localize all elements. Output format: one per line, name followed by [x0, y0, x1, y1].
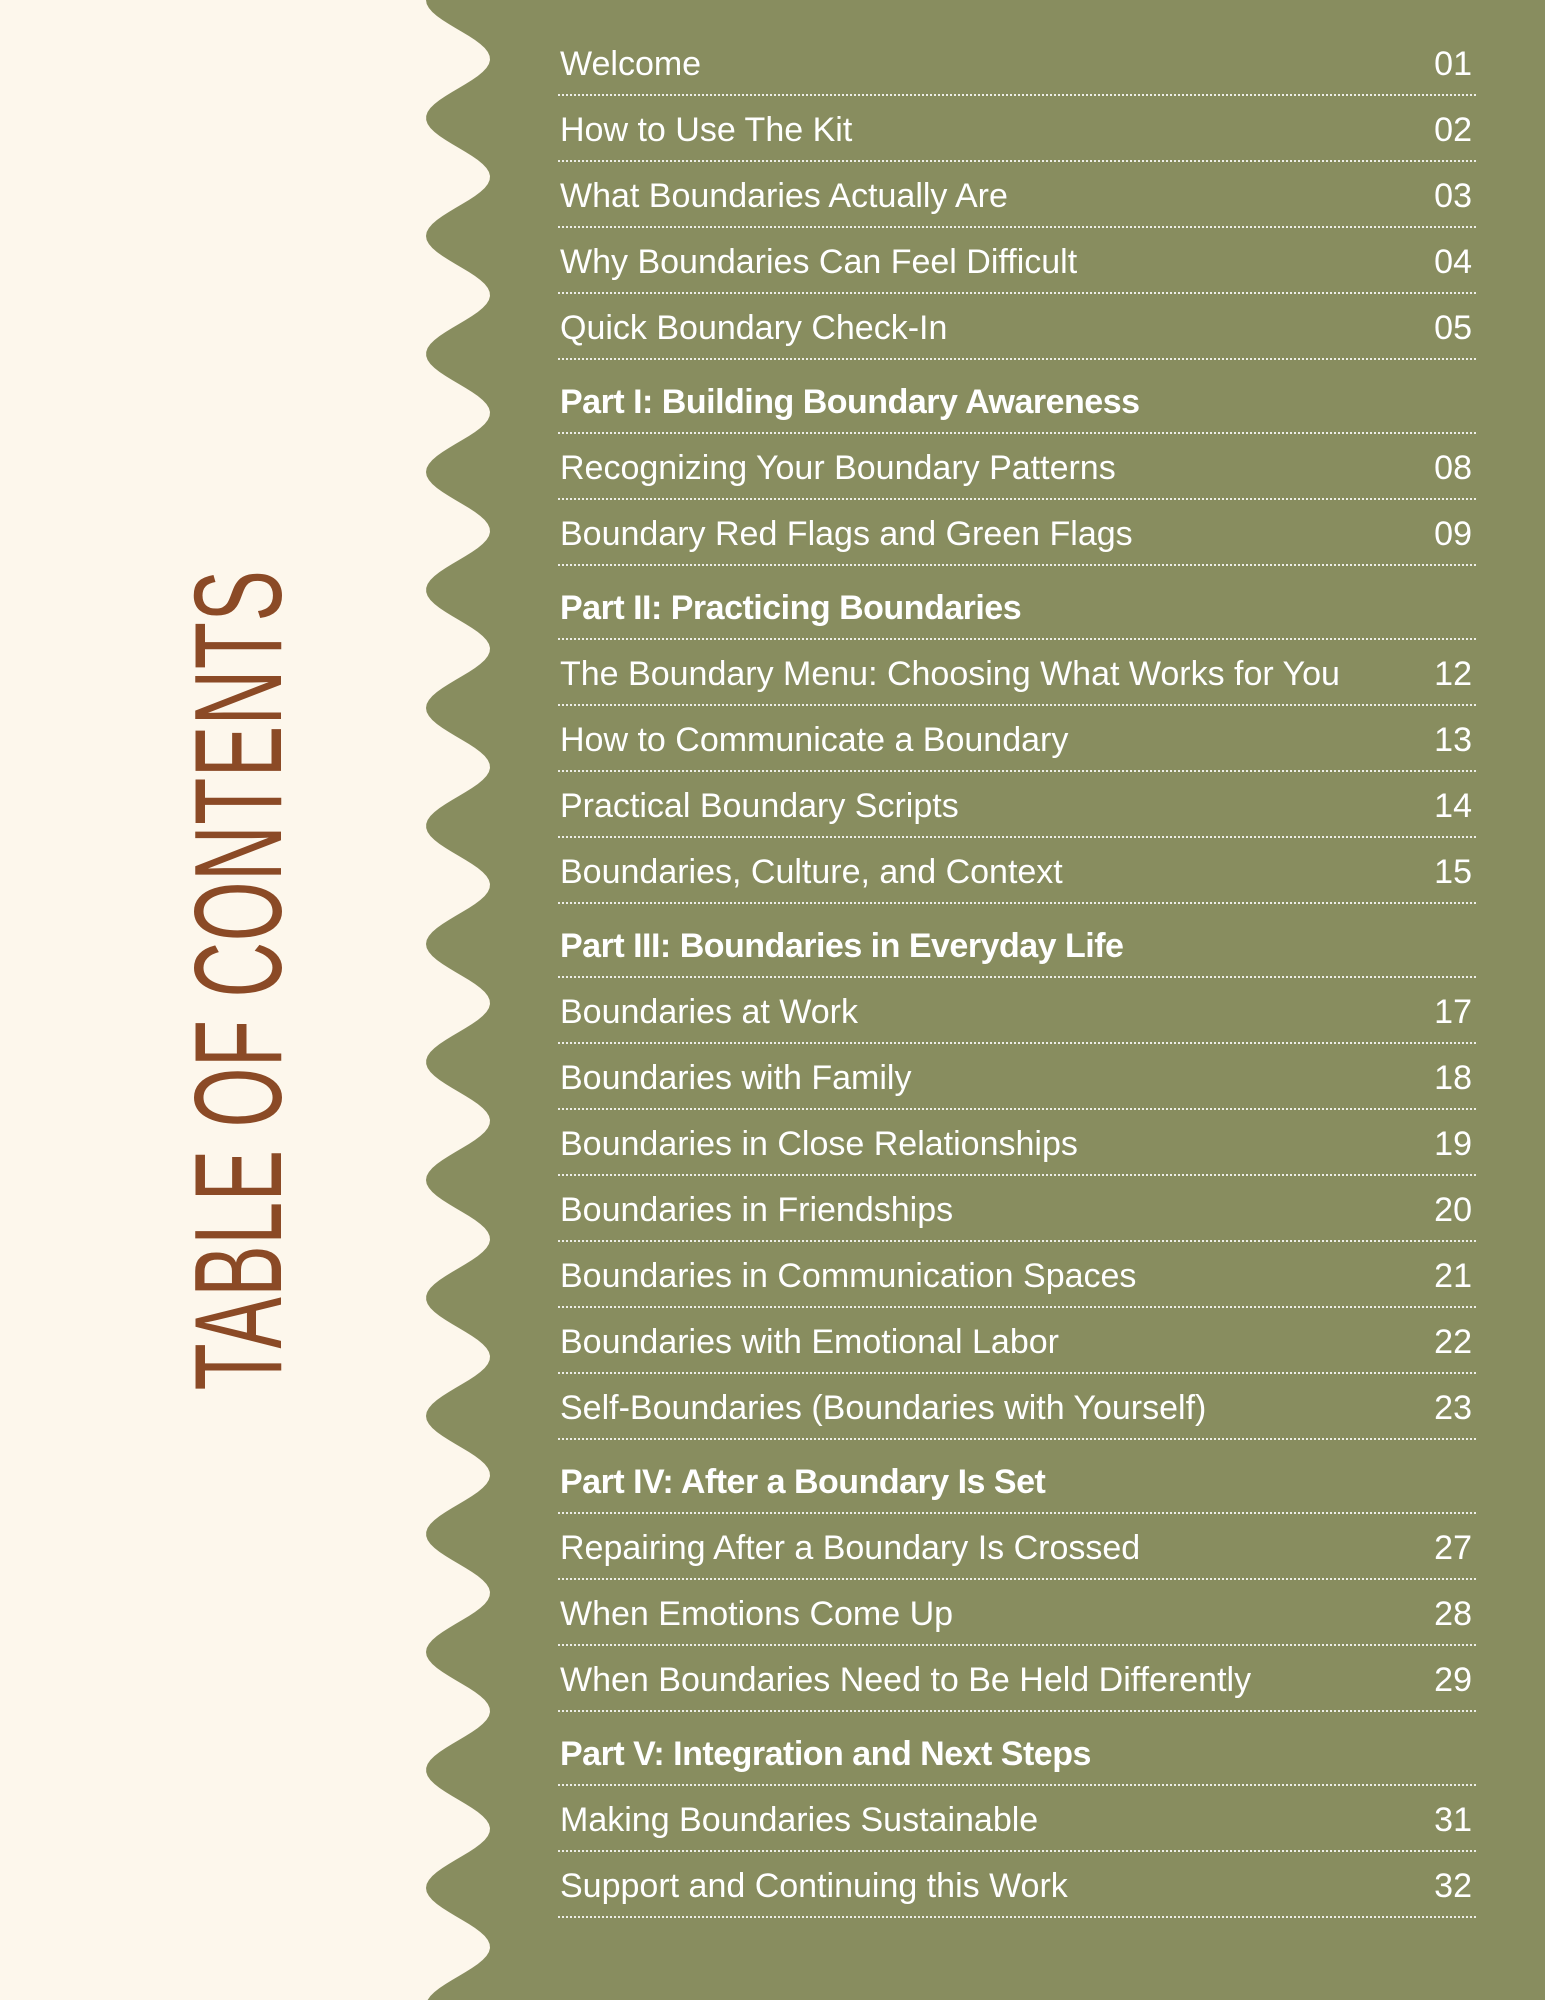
toc-page-number: 01: [1434, 45, 1472, 83]
toc-page-number: 31: [1434, 1801, 1472, 1839]
toc-part-heading[interactable]: [558, 566, 1476, 640]
toc-entry-title: Boundaries at Work: [560, 993, 858, 1031]
toc-part-title: Part II: Practicing Boundaries: [560, 589, 1022, 627]
toc-part-title: Part IV: After a Boundary Is Set: [560, 1463, 1046, 1501]
toc-entry[interactable]: [558, 294, 1476, 360]
toc-page-number: 13: [1434, 721, 1472, 759]
toc-part-heading[interactable]: [558, 1440, 1476, 1514]
toc-entry[interactable]: [558, 1852, 1476, 1918]
toc-page-number: 09: [1434, 515, 1472, 553]
toc-entry[interactable]: [558, 30, 1476, 96]
toc-entry[interactable]: [558, 1308, 1476, 1374]
toc-entry-title: When Emotions Come Up: [560, 1595, 954, 1633]
toc-entry[interactable]: [558, 1044, 1476, 1110]
toc-entry[interactable]: [558, 772, 1476, 838]
toc-part-heading[interactable]: [558, 904, 1476, 978]
toc-entry[interactable]: [558, 1374, 1476, 1440]
toc-page-number: 08: [1434, 449, 1472, 487]
toc-entry[interactable]: [558, 640, 1476, 706]
toc-page-number: 04: [1434, 243, 1472, 281]
toc-page-number: 03: [1434, 177, 1472, 215]
toc-page-number: 14: [1434, 787, 1472, 825]
toc-page-number: 17: [1434, 993, 1472, 1031]
toc-page-number: 05: [1434, 309, 1472, 347]
toc-entry[interactable]: [558, 228, 1476, 294]
toc-entry-title: Boundaries, Culture, and Context: [560, 853, 1063, 891]
table-of-contents: [558, 30, 1476, 1918]
toc-entry[interactable]: [558, 96, 1476, 162]
toc-entry-title: Practical Boundary Scripts: [560, 787, 959, 825]
toc-page-number: 12: [1434, 655, 1472, 693]
toc-entry[interactable]: [558, 500, 1476, 566]
toc-page-number: 28: [1434, 1595, 1472, 1633]
toc-entry[interactable]: [558, 1242, 1476, 1308]
toc-page-number: 20: [1434, 1191, 1472, 1229]
toc-page-number: 15: [1434, 853, 1472, 891]
toc-entry[interactable]: [558, 838, 1476, 904]
toc-entry-title: Why Boundaries Can Feel Difficult: [560, 243, 1078, 281]
toc-entry[interactable]: [558, 978, 1476, 1044]
toc-entry-title: What Boundaries Actually Are: [560, 177, 1008, 215]
toc-page-number: 29: [1434, 1661, 1472, 1699]
toc-page-number: 18: [1434, 1059, 1472, 1097]
toc-page-number: 02: [1434, 111, 1472, 149]
page-title-text: TABLE OF CONTENTS: [170, 569, 308, 1391]
toc-entry-title: Boundary Red Flags and Green Flags: [560, 515, 1133, 553]
toc-entry-title: When Boundaries Need to Be Held Differently: [560, 1661, 1252, 1699]
toc-entry[interactable]: [558, 1580, 1476, 1646]
toc-page-number: 19: [1434, 1125, 1472, 1163]
toc-entry[interactable]: [558, 434, 1476, 500]
toc-entry-title: Support and Continuing this Work: [560, 1867, 1068, 1905]
toc-entry-title: Boundaries in Communication Spaces: [560, 1257, 1137, 1295]
toc-page-number: 22: [1434, 1323, 1472, 1361]
toc-part-title: Part I: Building Boundary Awareness: [560, 383, 1140, 421]
toc-entry[interactable]: [558, 162, 1476, 228]
toc-entry-title: How to Communicate a Boundary: [560, 721, 1069, 759]
toc-entry-title: Repairing After a Boundary Is Crossed: [560, 1529, 1141, 1567]
page-title: [170, 318, 308, 1642]
toc-entry-title: Boundaries in Friendships: [560, 1191, 954, 1229]
toc-entry-title: Boundaries with Family: [560, 1059, 912, 1097]
toc-entry-title: Boundaries in Close Relationships: [560, 1125, 1078, 1163]
toc-entry-title: Quick Boundary Check-In: [560, 309, 948, 347]
toc-entry[interactable]: [558, 1110, 1476, 1176]
toc-part-title: Part V: Integration and Next Steps: [560, 1735, 1091, 1773]
toc-entry[interactable]: [558, 1514, 1476, 1580]
toc-entry[interactable]: [558, 1176, 1476, 1242]
toc-part-title: Part III: Boundaries in Everyday Life: [560, 927, 1124, 965]
toc-entry-title: Making Boundaries Sustainable: [560, 1801, 1039, 1839]
toc-entry[interactable]: [558, 706, 1476, 772]
toc-entry-title: Recognizing Your Boundary Patterns: [560, 449, 1116, 487]
toc-entry-title: Boundaries with Emotional Labor: [560, 1323, 1059, 1361]
toc-entry-title: Welcome: [560, 45, 702, 83]
toc-entry[interactable]: [558, 1786, 1476, 1852]
toc-entry-title: The Boundary Menu: Choosing What Works for You: [560, 655, 1340, 693]
toc-entry-title: How to Use The Kit: [560, 111, 853, 149]
toc-page-number: 27: [1434, 1529, 1472, 1567]
toc-part-heading[interactable]: [558, 360, 1476, 434]
toc-entry[interactable]: [558, 1646, 1476, 1712]
toc-page-number: 32: [1434, 1867, 1472, 1905]
toc-page-number: 23: [1434, 1389, 1472, 1427]
toc-entry-title: Self-Boundaries (Boundaries with Yourself): [560, 1389, 1207, 1427]
toc-page-number: 21: [1434, 1257, 1472, 1295]
toc-part-heading[interactable]: [558, 1712, 1476, 1786]
